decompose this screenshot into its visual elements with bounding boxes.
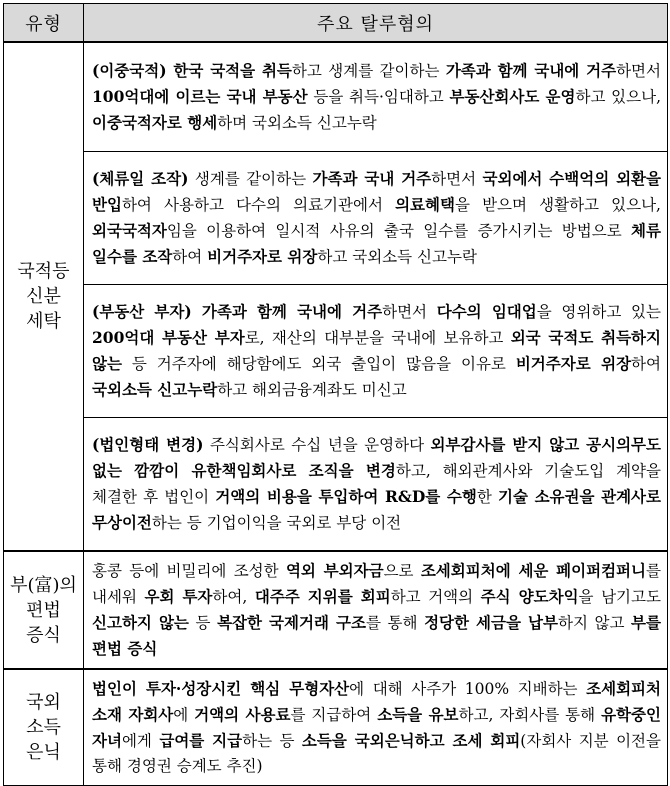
- body-text: 홍콩 등에 비밀리에 조성한: [92, 562, 286, 580]
- emphasis-text: 조세회피처에 세운 페이퍼컴퍼니: [420, 561, 647, 580]
- body-text: 하고 있으나,: [575, 88, 661, 106]
- desc-cell: [84, 669, 668, 786]
- table-row: [4, 669, 668, 786]
- body-text: 에 대해 사주가 100% 지배하는: [349, 680, 587, 698]
- body-text: 로, 재산의 대부분을 국내에 보유하고: [244, 329, 511, 347]
- body-text: 하는 등 기업이익을 국외로 부당 이전: [151, 514, 402, 532]
- body-text: 를 통해: [365, 614, 425, 632]
- emphasis-text: 가족과 함께 국내에 거주: [445, 61, 617, 80]
- emphasis-text: 외국 국적도 취득하지 않는: [92, 328, 661, 373]
- emphasis-text: 100억대에 이르는 국내 부동산: [92, 87, 308, 106]
- emphasis-text: 거액의 사용료: [194, 705, 291, 724]
- header-desc: 주요 탈루혐의: [84, 4, 668, 43]
- body-text: 생계를 같이하는: [188, 170, 313, 188]
- emphasis-text: 다수의 임대업: [436, 302, 537, 321]
- desc-cell: [84, 285, 668, 418]
- emphasis-text: 외국국적자: [92, 221, 167, 240]
- body-text: 하고 해외금융계좌도 미신고: [217, 381, 407, 399]
- table-row: [4, 42, 668, 152]
- body-text: 를 내세워: [92, 562, 661, 606]
- table-header-row: [4, 4, 668, 43]
- desc-cell: [84, 42, 668, 152]
- body-text: 하고 생계를 같이하는: [291, 62, 446, 80]
- emphasis-text: 거액의 비용을 투입하여 R&D를 수행: [215, 487, 477, 506]
- emphasis-text: 가족과 함께 국내에 거주: [191, 302, 383, 321]
- emphasis-text: (법인형태 변경): [92, 435, 204, 454]
- emphasis-text: 역외 부외자금: [285, 561, 384, 580]
- emphasis-text: 200억대 부동산 부자: [92, 328, 245, 347]
- table-row: [4, 418, 668, 552]
- emphasis-text: 정당한 세금을 납부: [424, 613, 558, 632]
- emphasis-text: 소득을 유보: [377, 705, 459, 724]
- type-label: 국적등 신분 세탁: [17, 261, 70, 332]
- body-text: 하면서: [616, 62, 661, 80]
- emphasis-text: 국외소득 신고누락: [92, 380, 218, 399]
- body-text: 등을 취득·임대하고: [307, 88, 450, 106]
- body-text: 하지 않고: [557, 614, 632, 632]
- type-cell-wealth-increase: [4, 551, 84, 669]
- emphasis-text: 비거주자로 위장: [515, 354, 632, 373]
- emphasis-text: 우회 투자: [144, 587, 213, 606]
- body-text: 으로: [383, 562, 421, 580]
- body-text: 하며 국외소득 신고누락: [217, 114, 377, 132]
- emphasis-text: (이중국적): [92, 61, 167, 80]
- emphasis-text: 부를 편법 증식: [92, 613, 661, 658]
- emphasis-text: 의료혜택: [395, 195, 455, 214]
- emphasis-text: 신고하지 않는: [92, 613, 189, 632]
- desc-cell: [84, 551, 668, 669]
- type-cell-identity-laundering: [4, 42, 84, 551]
- emphasis-text: 가족과 국내 거주: [312, 169, 432, 188]
- emphasis-text: 주식 양도차익: [480, 587, 579, 606]
- body-text: 에게: [121, 732, 160, 750]
- emphasis-text: 국외에서 수백억의 외환을 반입: [92, 169, 661, 214]
- table-row: [4, 152, 668, 285]
- body-text: 하고 국외소득 신고누락: [317, 248, 477, 266]
- tax-evasion-table: [3, 3, 668, 786]
- body-text: 하고, 자회사를 통해: [458, 706, 602, 724]
- header-type: 유형: [4, 4, 84, 43]
- body-text: 하여,: [212, 588, 255, 606]
- body-text: 을 영위하고 있는: [536, 303, 661, 321]
- body-text: 하는 등: [242, 732, 302, 750]
- emphasis-text: 복잡한 국제거래 구조: [217, 613, 366, 632]
- emphasis-text: 한국 국적을 취득: [166, 61, 292, 80]
- body-text: 을 받으며 생활하고 있으나,: [454, 196, 661, 214]
- emphasis-text: 부동산회사도 운영: [449, 87, 576, 106]
- type-label: 부(富)의 편법 증식: [10, 574, 77, 646]
- table-body: [4, 42, 668, 786]
- emphasis-text: 유학중인 자녀: [92, 705, 661, 750]
- body-text: (자회사 지분 이전을 통해 경영권 승계도 추진): [92, 732, 662, 775]
- desc-cell: [84, 418, 668, 552]
- body-text: 등: [188, 614, 218, 632]
- desc-cell: [84, 152, 668, 285]
- body-text: 임을 이용하여 일시적 사유의 출국 일수를 증가시키는 방법으로: [166, 222, 632, 240]
- emphasis-text: 기술 소유권을 관계사로 무상이전: [92, 487, 662, 532]
- emphasis-text: (체류일 조작): [92, 169, 189, 188]
- emphasis-text: 조세회피처 소재 자회사: [92, 679, 661, 724]
- emphasis-text: 소득을 국외은닉하고 조세 회피: [301, 731, 521, 750]
- body-text: 하고 거액의: [390, 588, 481, 606]
- body-text: 하면서: [382, 303, 437, 321]
- emphasis-text: 이중국적자로 행세: [92, 113, 218, 132]
- body-text: 한: [476, 488, 498, 506]
- body-text: 에: [173, 706, 195, 724]
- body-text: 등 거주자에 해당함에도 외국 출입이 많음을 이유로: [121, 355, 516, 373]
- body-text: 하고, 해외관계사와 기술도입 계약을 체결한 후 법인이: [92, 462, 661, 506]
- type-cell-offshore-income: [4, 669, 84, 786]
- emphasis-text: 급여를 지급: [159, 731, 243, 750]
- emphasis-text: 법인이 투자·성장시킨 핵심 무형자산: [92, 679, 350, 698]
- body-text: 하여 사용하고 다수의 의료기관에서: [121, 196, 396, 214]
- emphasis-text: 대주주 지위를 회피: [254, 587, 391, 606]
- type-label: 국외 소득 은닉: [26, 692, 61, 763]
- body-text: 하면서: [431, 170, 483, 188]
- emphasis-text: 비거주자로 위장: [207, 247, 318, 266]
- emphasis-text: 체류 일수를 조작: [92, 221, 661, 266]
- body-text: 하여: [172, 248, 208, 266]
- table-row: [4, 285, 668, 418]
- body-text: 를 지급하여: [290, 706, 378, 724]
- body-text: 을 남기고도: [578, 588, 661, 606]
- body-text: 하여: [631, 355, 661, 373]
- emphasis-text: 외부감사를 받지 않고 공시의무도 없는 깜깜이 유한책임회사로 조직을 변경: [92, 435, 662, 480]
- emphasis-text: (부동산 부자): [92, 302, 192, 321]
- body-text: 주식회사로 수십 년을 운영하다: [203, 436, 431, 454]
- table-row: [4, 551, 668, 669]
